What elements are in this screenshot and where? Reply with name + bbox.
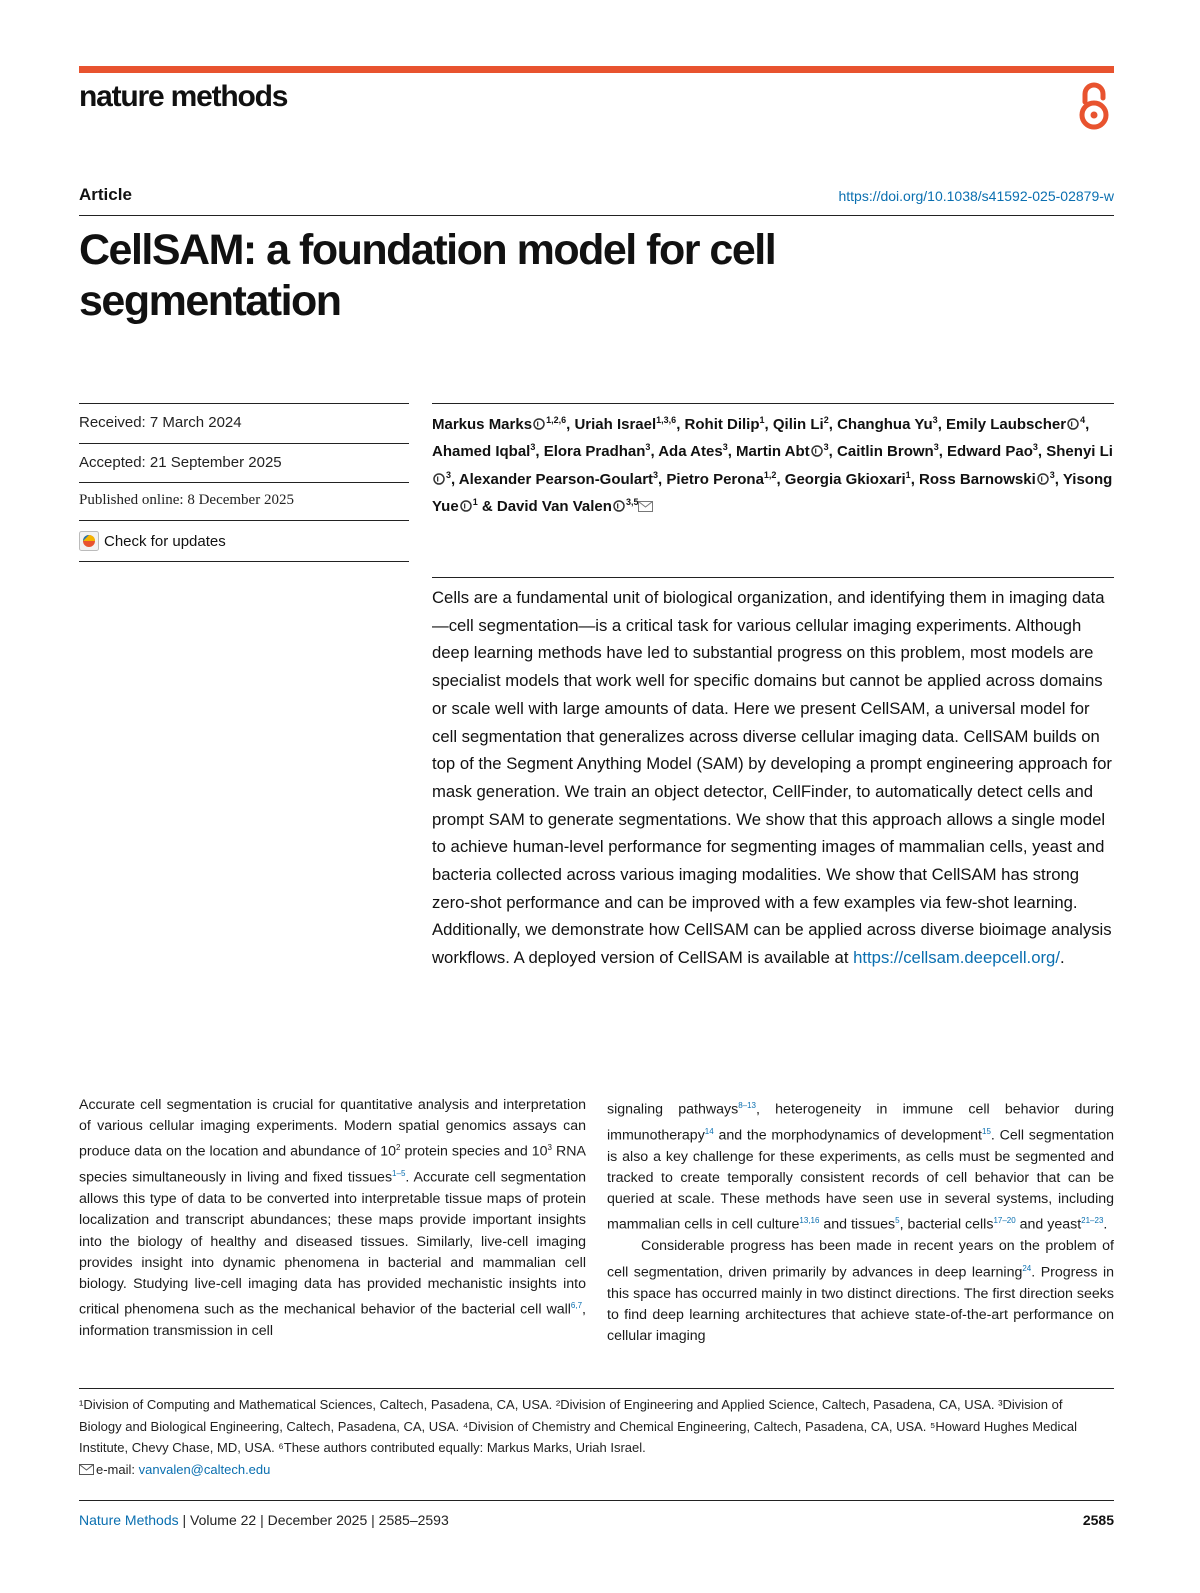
page-number: 2585 (1082, 1512, 1114, 1528)
author-separator: , (828, 416, 838, 433)
author-separator: , (910, 470, 920, 488)
author-affiliation-sup: 3 (653, 469, 659, 480)
author-separator: , (764, 416, 773, 433)
body-text: . (1103, 1217, 1108, 1234)
authors-rule (432, 403, 1114, 404)
author-name: David Van Valen (496, 497, 612, 515)
author-affiliation-sup: 3,5 (625, 496, 639, 507)
article-type-label: Article (79, 185, 132, 204)
author-name: Martin Abt (736, 443, 810, 461)
received-date: Received: 7 March 2024 (79, 414, 242, 431)
check-updates-icon (79, 531, 99, 551)
author-name: Changhua Yu (837, 416, 933, 433)
footer-separator: | (367, 1512, 379, 1528)
journal-logo: nature methods (79, 80, 288, 113)
body-text: RNA species simultaneously in living and fixed tissues (79, 1144, 586, 1187)
orcid-icon[interactable] (433, 473, 445, 485)
footer-date: December 2025 (267, 1512, 368, 1528)
published-date: Published online: 8 December 2025 (79, 492, 294, 508)
orcid-icon[interactable] (811, 445, 823, 457)
check-for-updates-button[interactable] (79, 531, 226, 551)
footer-rule (79, 1500, 1114, 1501)
author-separator: , (451, 470, 459, 488)
author-separator: , (658, 470, 667, 488)
title-top-rule (79, 215, 1114, 216)
footer-journal: Nature Methods (79, 1512, 179, 1528)
footer-separator: | (256, 1512, 268, 1528)
body-paragraph (607, 1095, 1114, 1236)
body-text: , bacterial cells (899, 1217, 994, 1234)
author-affiliation-sup: 3 (645, 442, 651, 453)
author-name: Caitlin Brown (837, 443, 934, 461)
orcid-icon[interactable] (1037, 473, 1049, 485)
meta-rule (79, 561, 409, 562)
author-name: Edward Pao (947, 443, 1033, 461)
email-label: e-mail: (96, 1461, 136, 1477)
body-text: protein species and 10 (400, 1144, 548, 1161)
author-separator: , (776, 470, 785, 488)
author-list (432, 409, 1114, 518)
citation-ref[interactable]: 13,16 (799, 1216, 820, 1226)
author-separator: & (477, 497, 497, 515)
author-name: Ada Ates (658, 443, 723, 461)
author-separator: , (938, 443, 948, 461)
body-text: signaling pathways (607, 1101, 739, 1118)
abstract (432, 584, 1116, 972)
author-separator: , (566, 416, 575, 433)
body-text: Considerable progress has been made in recent years on the problem of cell segmentation, driven primarily by advances in deep learning (607, 1238, 1114, 1281)
body-text: . Cell segmentation is also a key challenge for these experiments, as cells must be segmented and tracked to create temporally consistent records of cell behavior that can be queried at scale. These methods have seen use in several systems, including mammalian cells in cell culture (607, 1127, 1114, 1234)
citation-ref[interactable]: 8–13 (738, 1101, 756, 1110)
author-name: Ross Barnowski (919, 470, 1036, 488)
author-separator: , (1054, 470, 1063, 488)
author-affiliation-sup: 3 (933, 442, 939, 453)
exponent: 2 (396, 1143, 401, 1153)
email-icon (79, 1464, 94, 1475)
accepted-date: Accepted: 21 September 2025 (79, 454, 282, 471)
author-affiliation-sup: 3 (932, 415, 938, 425)
body-text: and the morphodynamics of development (713, 1127, 982, 1144)
meta-rule (79, 520, 409, 521)
author-separator: , (727, 443, 737, 461)
author-separator: , (650, 443, 659, 461)
author-name: Yisong Yue (432, 470, 1113, 515)
cellsam-link[interactable]: https://cellsam.deepcell.org/ (853, 948, 1060, 968)
author-name: Uriah Israel (574, 416, 657, 433)
orcid-icon[interactable] (533, 418, 545, 430)
citation-ref[interactable]: 1–5 (392, 1169, 406, 1179)
author-affiliation-sup: 3 (530, 442, 536, 453)
body-text: , heterogeneity in immune cell behavior during immunotherapy (607, 1101, 1114, 1144)
abstract-rule (432, 577, 1114, 578)
article-title-line: segmentation (79, 277, 341, 325)
author-name: Alexander Pearson-Goulart (458, 470, 654, 488)
author-affiliation-sup: 3 (446, 469, 452, 480)
corresponding-email-icon[interactable] (638, 501, 653, 512)
author-separator: , (676, 416, 685, 433)
citation-ref[interactable]: 17–20 (993, 1216, 1016, 1226)
exponent: 3 (547, 1143, 552, 1153)
meta-rule (79, 403, 409, 404)
author-separator: , (1037, 443, 1047, 461)
doi-link[interactable]: https://doi.org/10.1038/s41592-025-02879-w (838, 188, 1114, 204)
author-name: Georgia Gkioxari (784, 470, 906, 488)
author-separator: , (535, 443, 544, 461)
body-text: and tissues (819, 1217, 896, 1234)
author-affiliation-sup: 1 (759, 415, 765, 425)
orcid-icon[interactable] (613, 500, 625, 512)
citation-ref[interactable]: 21–23 (1081, 1216, 1104, 1226)
author-separator: , (937, 416, 947, 433)
body-column-right (607, 1095, 1114, 1347)
meta-rule (79, 482, 409, 483)
author-name: Shenyi Li (1046, 443, 1113, 461)
open-access-icon (1075, 80, 1113, 130)
body-text: and yeast (1015, 1217, 1082, 1234)
citation-ref[interactable]: 5 (895, 1216, 900, 1226)
author-name: Emily Laubscher (946, 416, 1067, 433)
author-affiliation-sup: 2 (823, 415, 829, 425)
check-for-updates-label: Check for updates (104, 532, 226, 550)
author-name: Markus Marks (432, 416, 533, 433)
affiliations-text: ¹Division of Computing and Mathematical Sciences, Caltech, Pasadena, CA, USA. ²Division of Engineering and Applied Science, Caltech, Pasadena, CA, USA. ³Division of Biology and Biological Engineering, Caltech, Pasadena, CA, USA. ⁴Division of Chemistry and Chemical Engineering, Caltech, Pasadena, CA, USA. ⁵Howard Hughes Medical Institute, Chevy Chase, MD, USA. ⁶These authors contributed equally: Markus Marks, Uriah Israel. (79, 1397, 1078, 1455)
body-paragraph (607, 1236, 1114, 1347)
abstract-end: . (1059, 948, 1065, 968)
body-text: Accurate cell segmentation is crucial for quantitative analysis and interpretation of various cellular imaging experiments. Modern spatial genomics assays can produce data on the location and abundance of 10 (79, 1097, 586, 1161)
body-text: , information transmission in cell (79, 1302, 586, 1340)
author-separator: , (828, 443, 838, 461)
author-affiliation-sup: 3 (1049, 469, 1055, 480)
orcid-icon[interactable] (1067, 418, 1079, 430)
author-affiliation-sup: 1 (905, 469, 911, 480)
author-affiliation-sup: 1,2,6 (546, 415, 567, 425)
orcid-icon[interactable] (460, 500, 472, 512)
author-name: Ahamed Iqbal (432, 443, 531, 461)
footer-citation (79, 1512, 449, 1528)
author-name: Elora Pradhan (543, 443, 646, 461)
author-affiliation-sup: 3 (1032, 442, 1038, 453)
header-accent-bar (79, 66, 1114, 73)
citation-ref[interactable]: 6,7 (570, 1301, 583, 1311)
author-name: Pietro Perona (666, 470, 764, 488)
author-affiliation-sup: 1,2 (763, 469, 777, 480)
body-column-left (79, 1095, 586, 1342)
body-text: . Progress in this space has occurred mainly in two distinct directions. The first direction seeks to find deep learning architectures that achieve state-of-the-art performance on cellular imaging (607, 1264, 1114, 1344)
article-title (79, 225, 979, 327)
footer-pages: 2585–2593 (378, 1512, 449, 1528)
affiliations (79, 1394, 1079, 1480)
citation-ref[interactable]: 24 (1022, 1263, 1032, 1273)
email-link[interactable]: vanvalen@caltech.edu (138, 1461, 271, 1477)
body-paragraph (79, 1095, 586, 1342)
author-separator: , (1085, 416, 1090, 433)
affiliations-rule (79, 1388, 1114, 1389)
footer-separator: | (178, 1512, 191, 1528)
citation-ref[interactable]: 14 (704, 1126, 714, 1136)
author-affiliation-sup: 3 (823, 442, 829, 453)
body-text: . Accurate cell segmentation allows this type of data to be converted into interpretable tissue maps of protein localization and transcript abundances; these maps provide important insights into the biology of healthy and diseased tissues. Similarly, live-cell imaging provides insight into dynamic phenomena in bacterial and mammalian cell biology. Studying live-cell imaging data has provided mechanistic insights into critical phenomena such as the mechanical behavior of the bacterial cell wall (79, 1170, 586, 1319)
author-name: Qilin Li (772, 416, 824, 433)
author-affiliation-sup: 4 (1080, 415, 1086, 425)
meta-rule (79, 443, 409, 444)
abstract-text: Cells are a fundamental unit of biological organization, and identifying them in imaging data—cell segmentation—is a critical task for various cellular imaging experiments. Although deep learning methods have led to substantial progress on this problem, most models are specialist models that work well for specific domains but cannot be applied across domains or scale well with large amounts of data. Here we present CellSAM, a universal model for cell segmentation that generalizes across diverse cellular imaging data. CellSAM builds on top of the Segment Anything Model (SAM) by developing a prompt engineering approach for mask generation. We train an object detector, CellFinder, to automatically detect cells and prompt SAM to generate segmentations. We show that this approach allows a single model to achieve human-level performance for segmenting images of mammalian cells, yeast and bacteria collected across various imaging modalities. We show that CellSAM has strong zero-shot performance and can be improved with a few examples via few-shot learning. Additionally, we demonstrate how CellSAM can be applied across diverse bioimage analysis workflows. A deployed version of CellSAM is available at (432, 588, 1112, 968)
author-affiliation-sup: 1,3,6 (656, 415, 677, 425)
footer-volume: Volume 22 (190, 1512, 257, 1528)
author-affiliation-sup: 1 (472, 496, 478, 507)
citation-ref[interactable]: 15 (982, 1126, 991, 1136)
article-title-line: CellSAM: a foundation model for cell (79, 226, 776, 274)
author-affiliation-sup: 3 (722, 442, 728, 453)
author-name: Rohit Dilip (684, 416, 760, 433)
